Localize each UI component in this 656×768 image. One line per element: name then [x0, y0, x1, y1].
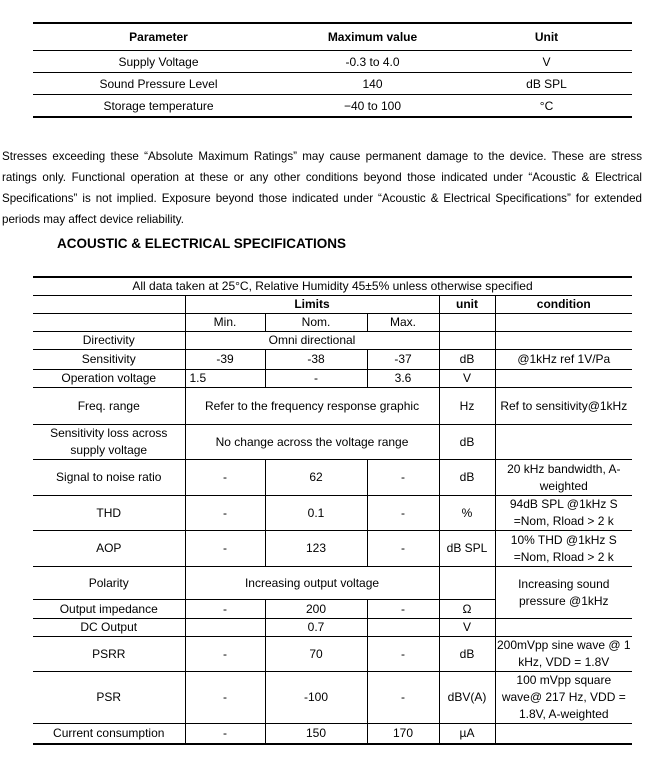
unit-current: µA [439, 724, 495, 744]
header-condition: condition [495, 296, 632, 314]
param-snr: Signal to noise ratio [33, 460, 185, 496]
min-aop: - [185, 531, 265, 567]
header-unit: unit [439, 296, 495, 314]
unit-polarity [439, 567, 495, 600]
nom-snr: 62 [265, 460, 367, 496]
param-op-voltage: Operation voltage [33, 370, 185, 388]
cell: °C [539, 98, 554, 113]
nom-psr: -100 [265, 672, 367, 724]
spec-caption-row [33, 277, 632, 296]
header-min: Min. [185, 314, 265, 332]
nom-thd: 0.1 [265, 496, 367, 531]
header-parameter: Parameter [129, 30, 188, 44]
unit-directivity [439, 332, 495, 350]
table-row [33, 332, 632, 350]
header-max-value: Maximum value [327, 30, 418, 44]
unit-thd: % [439, 496, 495, 531]
max-aop: - [367, 531, 439, 567]
param-aop: AOP [33, 531, 185, 567]
unit-freq: Hz [439, 388, 495, 425]
cond-thd: 94dB SPL @1kHz S =Nom, Rload > 2 k [495, 496, 632, 531]
stress-paragraph: Stresses exceeding these “Absolute Maximum Ratings” may cause permanent damage to the device. These are stress ratings only. Functional operation at these or any other conditions beyond those indicated under “Acoustic & Electrical Specifications” is not implied. Exposure beyond those indicated under “Acoustic & Electrical Specifications” for extended periods may affect device reliability. [2, 149, 642, 226]
param-thd: THD [33, 496, 185, 531]
max-dc-out [367, 619, 439, 637]
cond-aop: 10% THD @1kHz S =Nom, Rload > 2 k [495, 531, 632, 567]
cond-dc-out [495, 619, 632, 637]
nom-psrr: 70 [265, 637, 367, 672]
table-row [33, 724, 632, 744]
table-row [33, 567, 632, 600]
min-snr: - [185, 460, 265, 496]
spec-caption: All data taken at 25°C, Relative Humidity 45±5% unless otherwise specified [33, 277, 632, 296]
cond-sensitivity: @1kHz ref 1V/Pa [495, 350, 632, 370]
param-sensitivity: Sensitivity [33, 350, 185, 370]
nom-sensitivity: -38 [265, 350, 367, 370]
max-out-imp: - [367, 600, 439, 619]
cond-op-voltage [495, 370, 632, 388]
table-row [33, 95, 632, 118]
table-row [33, 637, 632, 672]
table-row [33, 496, 632, 531]
param-dc-out: DC Output [33, 619, 185, 637]
table-row [33, 388, 632, 425]
subheader-blank [33, 314, 185, 332]
max-thd: - [367, 496, 439, 531]
nom-current: 150 [265, 724, 367, 744]
min-dc-out [185, 619, 265, 637]
unit-sens-loss: dB [439, 425, 495, 460]
subheader-unit-blank [439, 314, 495, 332]
min-thd: - [185, 496, 265, 531]
min-op-voltage: 1.5 [185, 370, 265, 388]
cell: Supply Voltage [118, 54, 199, 69]
param-polarity: Polarity [33, 567, 185, 600]
cond-freq: Ref to sensitivity@1kHz [495, 388, 632, 425]
spec-subheader-row [33, 314, 632, 332]
table-row [33, 531, 632, 567]
value-freq: Refer to the frequency response graphic [185, 388, 439, 425]
min-current: - [185, 724, 265, 744]
min-psr: - [185, 672, 265, 724]
header-blank [33, 296, 185, 314]
unit-dc-out: V [439, 619, 495, 637]
cell: -0.3 to 4.0 [345, 54, 400, 69]
unit-out-imp: Ω [439, 600, 495, 619]
cell: −40 to 100 [343, 98, 402, 113]
header-limits: Limits [185, 296, 439, 314]
min-out-imp: - [185, 600, 265, 619]
table-row [33, 370, 632, 388]
cell: V [542, 54, 551, 69]
max-sensitivity: -37 [367, 350, 439, 370]
max-op-voltage: 3.6 [367, 370, 439, 388]
header-max: Max. [367, 314, 439, 332]
nom-aop: 123 [265, 531, 367, 567]
param-psr: PSR [33, 672, 185, 724]
unit-sensitivity: dB [439, 350, 495, 370]
min-psrr: - [185, 637, 265, 672]
table-row [33, 460, 632, 496]
header-unit: Unit [534, 30, 559, 44]
max-snr: - [367, 460, 439, 496]
value-directivity: Omni directional [185, 332, 439, 350]
table-row [33, 51, 632, 73]
param-psrr: PSRR [33, 637, 185, 672]
param-directivity: Directivity [33, 332, 185, 350]
cell: dB SPL [526, 76, 567, 91]
value-polarity: Increasing output voltage [185, 567, 439, 600]
table-header-row [33, 23, 632, 51]
nom-out-imp: 200 [265, 600, 367, 619]
param-freq: Freq. range [33, 388, 185, 425]
spec-header-row [33, 296, 632, 314]
cond-snr: 20 kHz bandwidth, A-weighted [495, 460, 632, 496]
unit-snr: dB [439, 460, 495, 496]
cell: 140 [362, 76, 383, 91]
min-sensitivity: -39 [185, 350, 265, 370]
param-current: Current consumption [33, 724, 185, 744]
spec-table [33, 276, 632, 745]
subheader-cond-blank [495, 314, 632, 332]
cell: Sound Pressure Level [99, 76, 218, 91]
max-psr: - [367, 672, 439, 724]
nom-dc-out: 0.7 [265, 619, 367, 637]
cell: Storage temperature [103, 98, 214, 113]
table-row [33, 672, 632, 724]
param-sens-loss: Sensitivity loss across supply voltage [33, 425, 185, 460]
header-nom: Nom. [265, 314, 367, 332]
table-row [33, 619, 632, 637]
cond-psrr: 200mVpp sine wave @ 1 kHz, VDD = 1.8V [495, 637, 632, 672]
unit-psr: dBV(A) [439, 672, 495, 724]
absolute-max-table [33, 22, 632, 118]
cond-sens-loss [495, 425, 632, 460]
cond-psr: 100 mVpp square wave@ 217 Hz, VDD = 1.8V, A-weighted [495, 672, 632, 724]
table-row [33, 350, 632, 370]
cond-directivity [495, 332, 632, 350]
table-row [33, 425, 632, 460]
table-row [33, 73, 632, 95]
max-psrr: - [367, 637, 439, 672]
unit-op-voltage: V [439, 370, 495, 388]
unit-psrr: dB [439, 637, 495, 672]
cond-polarity: Increasing sound pressure @1kHz [495, 567, 632, 619]
max-current: 170 [367, 724, 439, 744]
param-out-imp: Output impedance [33, 600, 185, 619]
value-sens-loss: No change across the voltage range [185, 425, 439, 460]
cond-current [495, 724, 632, 744]
section-title: ACOUSTIC & ELECTRICAL SPECIFICATIONS [57, 236, 347, 251]
unit-aop: dB SPL [439, 531, 495, 567]
nom-op-voltage: - [265, 370, 367, 388]
